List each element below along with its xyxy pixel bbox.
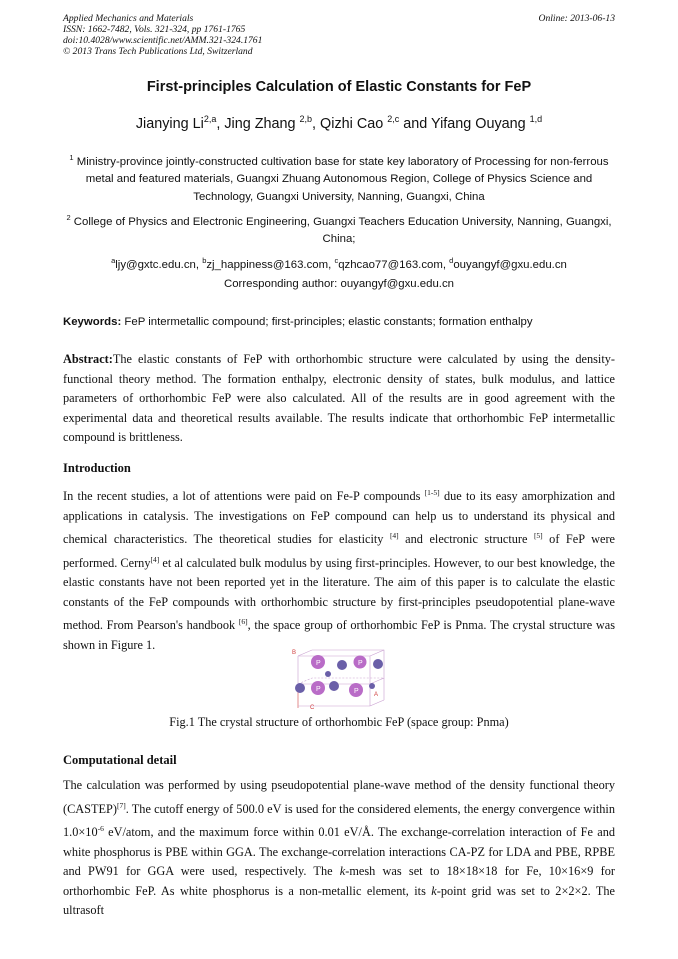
author-sup: 2,c [387,114,400,124]
fe-atom [329,681,339,691]
author-name: Qizhi Cao [320,115,388,132]
email[interactable]: ouyangyf@gxu.edu.cn [453,258,567,271]
affiliation-text: College of Physics and Electronic Engineering, Guangxi Teachers Education University, Nanning, Guangxi, China; [70,215,612,246]
intro-text: et al calculated bulk modulus by using first-principles. However, to our best knowledge, the elastic constants have not been reported yet in the literature. The aim of this paper is to calculate the elastic constants of the FeP compounds with orthorhombic structure by first-principles pseudopotential plane-wave method. From Pearson's handbook [63,555,615,633]
abstract-label: Abstract: [63,352,113,366]
exponent: -6 [97,824,104,834]
intro-text: In the recent studies, a lot of attentions were paid on Fe-P compounds [63,489,425,504]
comp-text: -point grid was set to 2×2×2. The ultrasoft [63,883,615,918]
atom-label: P [358,660,363,667]
computational-heading: Computational detail [63,753,177,767]
comp-text: . The cutoff energy of 500.0 eV is used for the considered elements, the energy convergence within 1.0×10 [63,801,615,840]
affiliation-sup: 2 [66,213,71,222]
online-date: Online: 2013-06-13 [538,13,615,24]
intro-text: due to its easy amorphization and applications in catalysis. The investigations on FeP compound can help us to understand its physical and chemical characteristics. The theoretical studies for elasticity [63,489,615,547]
comp-text: -mesh was set to 18×18×18 for Fe, 10×16×9 for orthorhombic FeP. As white phosphorus is a non-metallic element, its [63,864,615,898]
unit-cell-box [298,650,384,708]
affiliation-1 [63,149,615,206]
citation: [7] [116,800,126,810]
author-name: Jing Zhang [224,115,300,132]
email-sup: d [449,256,454,265]
keywords [63,316,533,328]
comp-text: The calculation was performed by using pseudopotential plane-wave method of the density functional theory (CASTEP) [63,778,615,816]
email[interactable]: ljy@gxtc.edu.cn, [115,258,203,271]
affiliation-2 [63,209,615,249]
abstract [63,350,615,448]
citation: [6] [238,617,248,627]
author-name: Jianying Li [135,115,204,132]
journal-meta [63,13,262,57]
atom-label: P [316,660,321,667]
affiliation-text: Ministry-province jointly-constructed cultivation base for state key laboratory of Processing for non-ferrous metal and featured materials, Guangxi Zhuang Autonomous Region, College of Physics Science and Technology, Guangxi University, Nanning, Guangxi, China [73,155,609,203]
email-sup: c [334,256,339,265]
introduction-heading: Introduction [63,461,131,475]
k-symbol: k [339,864,346,879]
keywords-text: FeP intermetallic compound; first-principles; elastic constants; formation enthalpy [121,316,533,328]
comp-text: eV/atom, and the maximum force within 0.01 eV/Å. The exchange-correlation interaction of Fe and white phosphorus is PBE within GGA. The exchange-correlation interactions CA-PZ for LDA and PBE, RPBE and PW91 for GGA were used, respectively. The [63,825,615,879]
atom-label: P [354,688,359,695]
citation: [4] [389,531,399,541]
author-sup: 1,d [529,114,543,124]
email-sup: a [111,256,116,265]
figure-caption: Fig.1 The crystal structure of orthorhombic FeP (space group: Pnma) [169,715,509,729]
fe-atom [295,683,305,693]
k-symbol: k [431,883,437,898]
author-sep: , [216,115,225,132]
email-sup: b [202,256,207,265]
citation: [4] [150,554,160,564]
fe-atom [325,671,331,677]
author-list [0,114,678,132]
corresponding-author: Corresponding author: ouyangyf@gxu.edu.cn [223,278,455,290]
paper-title: First-principles Calculation of Elastic Constants for FeP [146,79,532,95]
author-sup: 2,a [203,114,217,124]
atom-label: P [316,686,321,693]
crystal-structure-figure [290,648,390,710]
computational-body [63,776,615,921]
author-sep: and [399,115,431,132]
doi-line[interactable]: doi:10.4028/www.scientific.net/AMM.321-324.1761 [63,35,263,46]
author-sup: 2,b [299,114,313,124]
introduction-body [63,483,615,655]
affiliation-sup: 1 [69,153,74,162]
intro-text: , the space group of orthorhombic FeP is Pnma. The crystal structure was shown in Figure 1. [63,618,615,652]
fe-atom [369,683,375,689]
axis-label-b: B [292,650,297,656]
author-sep: , [312,115,321,132]
copyright-line: © 2013 Trans Tech Publications Ltd, Switzerland [63,46,253,57]
email[interactable]: qzhcao77@163.com, [338,258,450,271]
axis-label-c: C [310,705,315,710]
keywords-label: Keywords: [63,316,122,328]
intro-text: of FeP were performed. Cerny [63,532,615,570]
abstract-text: The elastic constants of FeP with orthorhombic structure were calculated by using the density-functional theory method. The formation enthalpy, electronic density of states, bulk modulus, and lattice parameters of orthorhombic FeP were also calculated. All of the results are in good agreement with the experimental data and theoretical results available. The results indicate that orthorhombic FeP intermetallic compound is brittleness. [63,352,615,444]
citation: [5] [533,531,543,541]
email-list [63,252,615,274]
author-name: Yifang Ouyang [431,115,530,132]
email[interactable]: zj_happiness@163.com, [206,258,335,271]
journal-name: Applied Mechanics and Materials [63,13,194,24]
intro-text: and electronic structure [398,532,534,547]
fe-atom [337,660,347,670]
fe-atom [373,659,383,669]
issn-line: ISSN: 1662-7482, Vols. 321-324, pp 1761-1765 [63,24,246,35]
citation: [1-5] [424,488,440,497]
axis-label-a: A [374,692,379,698]
